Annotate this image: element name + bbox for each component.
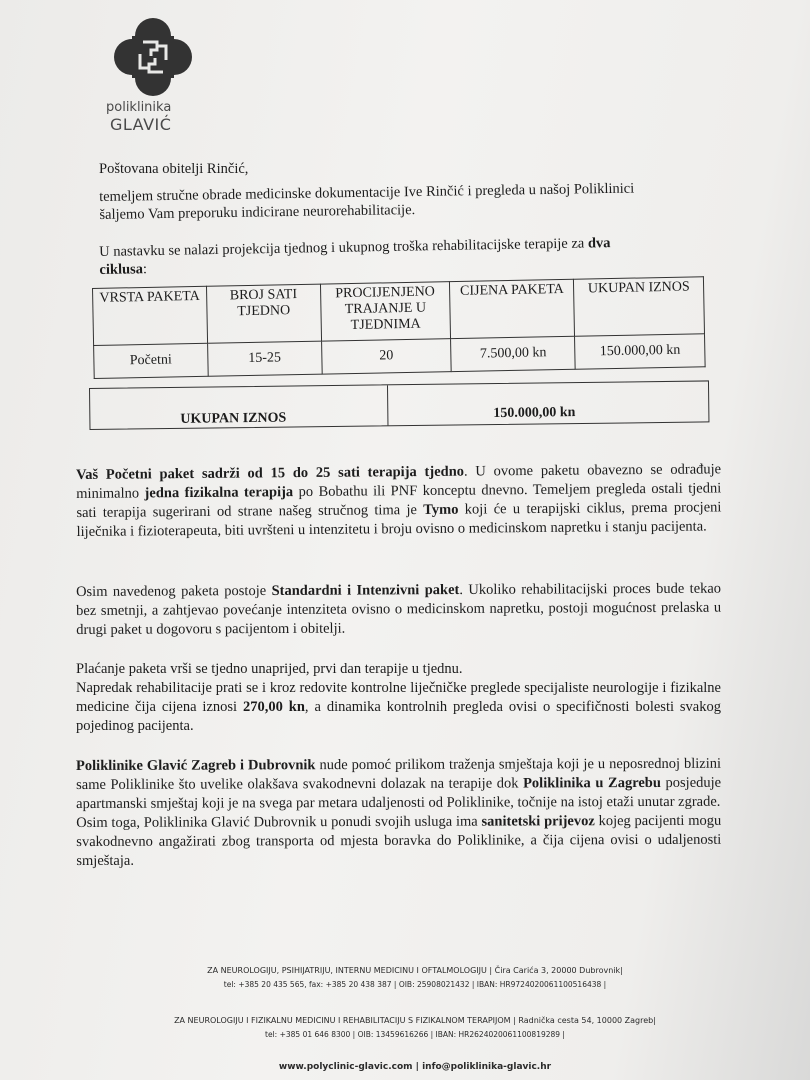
total-divider: [387, 385, 388, 425]
intro-line-2: šaljemo Vam preporuku indicirane neurorehabilitacije.: [99, 202, 416, 223]
p4-text-1: nude pomoć prilikom traženja smještaja koji je u neposrednoj blizini same Poliklinike što uvelike olakšava svakodnevni dolazak na terapije dok: [76, 755, 722, 793]
logo-text-bottom: GLAVIĆ: [110, 115, 172, 134]
p1-bold-1: Vaš Početni paket sadrži od 15 do 25 sati terapija tjedno: [76, 463, 465, 483]
projection-text: [99, 232, 720, 279]
p1-text-2: po Bobathu ili PNF konceptu dnevno. Temeljem pregleda ostali tjedni sati terapija sugerirani od strane našeg stručnog tima je: [76, 480, 722, 521]
p2-text-2: . Ukoliko rehabilitacijski proces bude tekao bez smetnji, a zahtjevao povećanje intenziteta ovisno o medicinskom napretku, postoji mogućnost prelaska u drugi paket u dogovoru s pacijentom i obitelji.: [76, 580, 722, 638]
footer-dubrovnik: [90, 964, 740, 992]
p1-text-3: koji će u terapijski ciklus, prema procjeni liječnika i fizioterapeuta, biti uvršteni u intenzitetu i broju ovisno o medicinskom napretku i stanju pacijenta.: [76, 499, 722, 540]
p4-bold-1: Poliklinike Glavić Zagreb i Dubrovnik: [76, 757, 316, 774]
table-cell: 7.500,00 kn: [451, 336, 576, 371]
clover-logo-icon: [112, 18, 194, 96]
table-cell: 20: [321, 339, 451, 374]
projection-bold-tail: dva: [587, 235, 611, 252]
table-cell: 15-25: [207, 341, 321, 376]
footer-web: [90, 1060, 740, 1074]
intro-text: [99, 178, 729, 224]
footer-web-line: www.polyclinic-glavic.com | info@poliklinika-glavic.hr: [278, 1062, 552, 1072]
projection-line: U nastavku se nalazi projekcija tjednog i ukupnog troška rehabilitacijske terapije za: [99, 235, 585, 260]
p4-bold-3: sanitetski prijevoz: [481, 813, 595, 830]
paragraph-payment: [76, 660, 721, 736]
total-value: 150.000,00 kn: [493, 405, 576, 422]
table-cell: 150.000,00 kn: [575, 334, 705, 369]
p1-bold-3: Tymo: [423, 501, 459, 518]
p2-text-1: Osim navedenog paketa postoje: [76, 582, 272, 600]
footer-line-4: tel: +385 01 646 8300 | OIB: 13459616266 | IBAN: HR2624020061100819289 |: [265, 1030, 565, 1039]
paragraph-other-packages: [76, 580, 721, 640]
header-cell: CIJENA PAKETA: [450, 279, 575, 338]
p4-bold-2: Poliklinika u Zagrebu: [523, 774, 661, 792]
p3-text-1: Napredak rehabilitacije prati se i kroz redovite kontrolne liječničke preglede specijaliste neurologije i fizikalne medicine čija cijena iznosi: [76, 680, 721, 715]
footer-line-2: tel: +385 20 435 565, fax: +385 20 438 387 | OIB: 25908021432 | IBAN: HR9724020061100516438 |: [223, 980, 607, 989]
total-label: UKUPAN IZNOS: [180, 410, 287, 427]
projection-bold-line2: ciklusa: [99, 261, 144, 278]
intro-line-1: temeljem stručne obrade medicinske dokumentacije Ive Rinčić i pregleda u našoj Poliklinici: [99, 180, 635, 205]
p4-text-2: posjeduje apartmanski smještaj koji je na svega par metara udaljenosti od Poliklinike, točnije na istoj etaži unutar zgrade.: [76, 774, 722, 812]
header-cell: VRSTA PAKETA: [93, 286, 208, 345]
clinic-logo: [108, 18, 198, 134]
p4-text-3: Osim toga, Poliklinika Glavić Dubrovnik u ponudi svojih usluga ima: [76, 813, 482, 831]
header-cell: UKUPAN IZNOS: [574, 277, 705, 336]
p1-text-1: . U ovome paketu obavezno se odrađuje minimalno: [76, 461, 722, 502]
p3-text-2: , a dinamika kontrolnih pregleda ovisi o specifičnosti bolesti svakog pojedinog pacijenta.: [76, 699, 721, 734]
header-cell: PROCIJENJENO TRAJANJE U TJEDNIMA: [320, 282, 451, 341]
projection-colon: :: [142, 261, 148, 278]
p3-bold-1: 270,00 kn: [243, 699, 305, 715]
greeting: Poštovana obitelji Rinčić,: [99, 161, 249, 177]
cost-table: [92, 276, 706, 379]
footer-zagreb: [90, 1014, 740, 1042]
header-cell: BROJ SATI TJEDNO: [206, 284, 321, 343]
footer-line-1: ZA NEUROLOGIJU, PSIHIJATRIJU, INTERNU MEDICINU I OFTALMOLOGIJU | Čira Carića 3, 20000 Dubrovnik|: [207, 966, 623, 975]
paragraph-accommodation: [76, 755, 721, 871]
p3-line-1: Plaćanje paketa vrši se tjedno unaprijed, prvi dan terapije u tjednu.: [76, 661, 463, 677]
total-box: [89, 380, 709, 430]
p4-text-4: kojeg pacijenti mogu svakodnevno angažirati zbog transporta od mjesta boravka do Poliklinike, a čija cijena ovisi o udaljenosti smještaja.: [76, 812, 722, 869]
table-cell: Početni: [94, 343, 208, 378]
p2-bold-1: Standardni i Intenzivni paket: [271, 581, 460, 599]
footer-line-3: ZA NEUROLOGIJU I FIZIKALNU MEDICINU I REHABILITACIJU S FIZIKALNOM TERAPIJOM | Radnička cesta 54, 10000 Zagreb|: [174, 1016, 656, 1025]
p1-bold-2: jedna fizikalna terapija: [144, 484, 294, 502]
paragraph-basic-package: [76, 460, 722, 542]
logo-text-top: poliklinika: [106, 100, 172, 115]
